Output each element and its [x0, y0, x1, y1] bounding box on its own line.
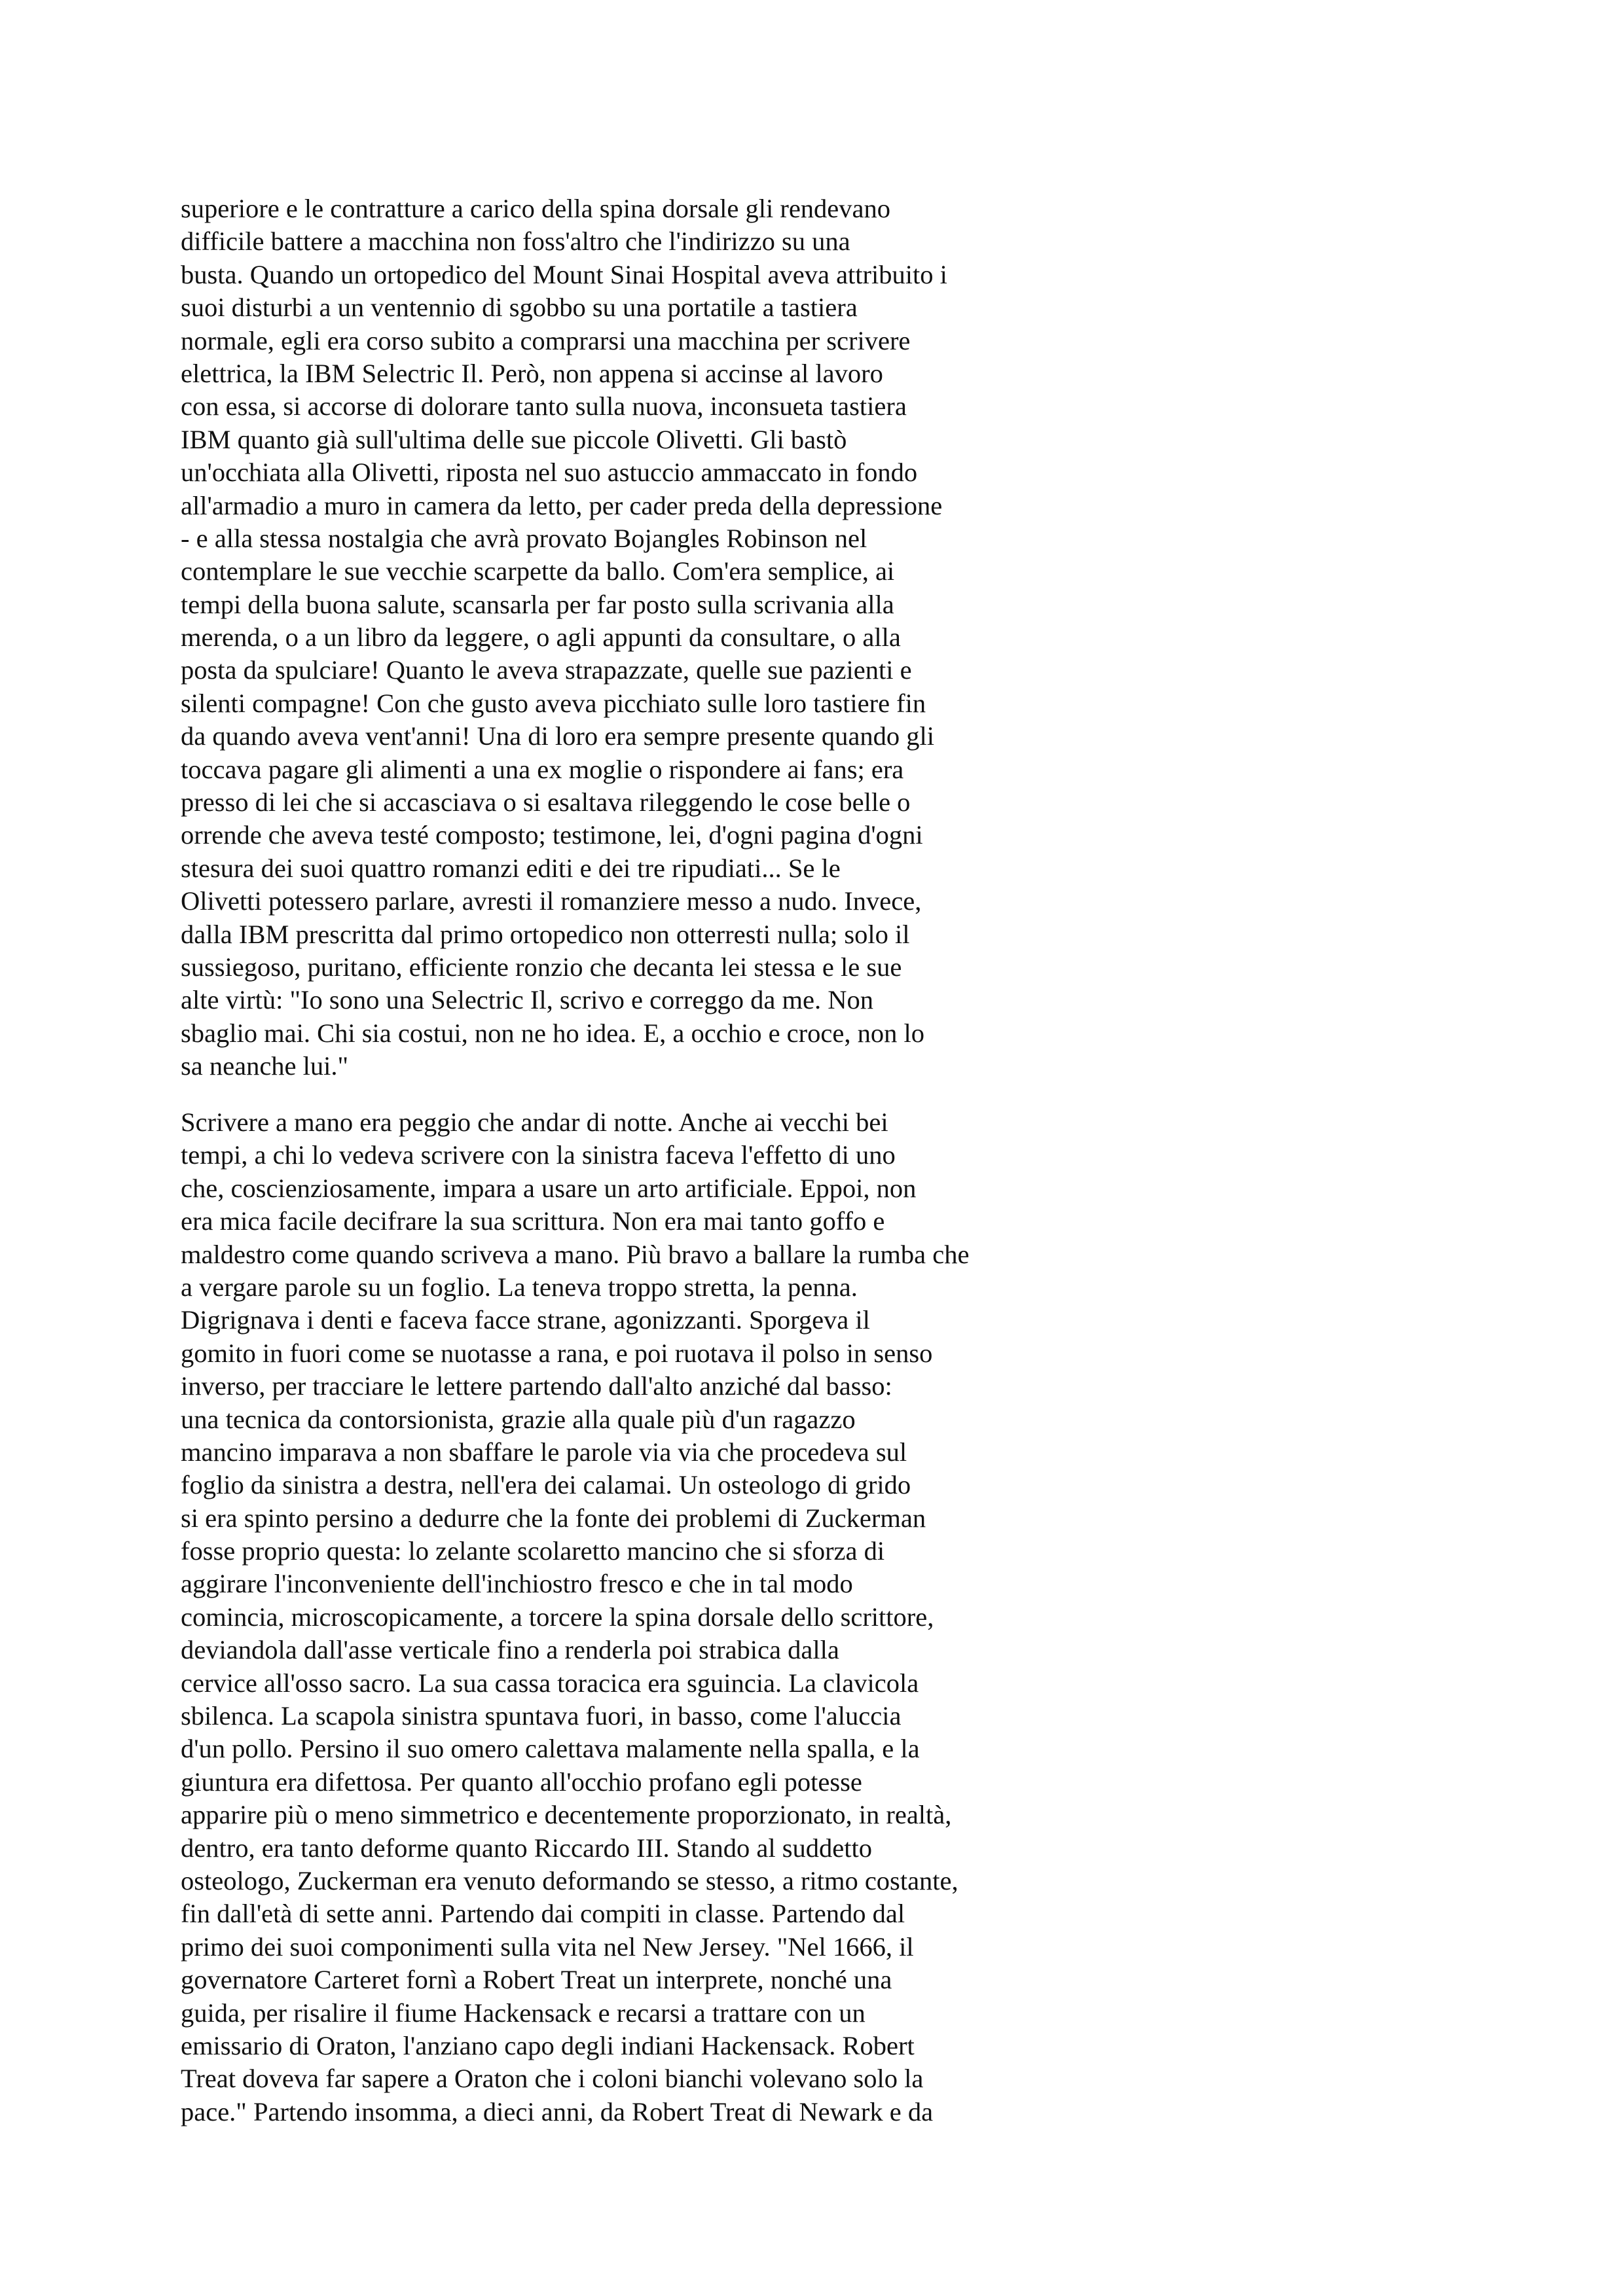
- text-line: all'armadio a muro in camera da letto, per cader preda della depressione: [181, 490, 943, 520]
- text-line: difficile battere a macchina non foss'altro che l'indirizzo su una: [181, 226, 850, 257]
- text-line: dentro, era tanto deforme quanto Riccardo III. Stando al suddetto: [181, 1833, 873, 1863]
- text-line: primo dei suoi componimenti sulla vita nel New Jersey. "Nel 1666, il: [181, 1931, 914, 1962]
- text-line: sa neanche lui.": [181, 1051, 349, 1081]
- text-line: elettrica, la IBM Selectric Il. Però, non appena si accinse al lavoro: [181, 358, 883, 388]
- paragraph-1: [181, 192, 1058, 1083]
- text-line: stesura dei suoi quattro romanzi editi e dei tre ripudiati... Se le: [181, 853, 841, 883]
- text-line: sussiegoso, puritano, efficiente ronzio che decanta lei stessa e le sue: [181, 952, 902, 982]
- text-line: con essa, si accorse di dolorare tanto sulla nuova, inconsueta tastiera: [181, 391, 907, 422]
- text-line: che, coscienziosamente, impara a usare un arto artificiale. Eppoi, non: [181, 1173, 917, 1203]
- text-line: apparire più o meno simmetrico e decentemente proporzionato, in realtà,: [181, 1800, 952, 1830]
- text-line: Olivetti potessero parlare, avresti il romanziere messo a nudo. Invece,: [181, 886, 922, 916]
- text-line: osteologo, Zuckerman era venuto deformando se stesso, a ritmo costante,: [181, 1865, 958, 1895]
- text-line: aggirare l'inconveniente dell'inchiostro fresco e che in tal modo: [181, 1569, 853, 1599]
- text-line: alte virtù: "Io sono una Selectric Il, scrivo e correggo da me. Non: [181, 985, 873, 1015]
- text-line: dalla IBM prescritta dal primo ortopedico non otterresti nulla; solo il: [181, 919, 910, 949]
- text-line: Digrignava i denti e faceva facce strane, agonizzanti. Sporgeva il: [181, 1305, 870, 1335]
- text-line: si era spinto persino a dedurre che la fonte dei problemi di Zuckerman: [181, 1503, 926, 1533]
- text-line: un'occhiata alla Olivetti, riposta nel suo astuccio ammaccato in fondo: [181, 457, 918, 488]
- text-line: gomito in fuori come se nuotasse a rana, e poi ruotava il polso in senso: [181, 1338, 933, 1368]
- text-line: guida, per risalire il fiume Hackensack e recarsi a trattare con un: [181, 1998, 866, 2028]
- text-line: da quando aveva vent'anni! Una di loro era sempre presente quando gli: [181, 721, 935, 751]
- text-line: deviandola dall'asse verticale fino a renderla poi strabica dalla: [181, 1635, 839, 1665]
- text-line: governatore Carteret fornì a Robert Treat un interprete, nonché una: [181, 1965, 892, 1995]
- text-line: - e alla stessa nostalgia che avrà provato Bojangles Robinson nel: [181, 523, 867, 553]
- text-line: foglio da sinistra a destra, nell'era dei calamai. Un osteologo di grido: [181, 1470, 911, 1500]
- text-line: normale, egli era corso subito a comprarsi una macchina per scrivere: [181, 325, 911, 355]
- text-line: inverso, per tracciare le lettere partendo dall'alto anziché dal basso:: [181, 1371, 892, 1401]
- text-line: toccava pagare gli alimenti a una ex moglie o rispondere ai fans; era: [181, 754, 904, 784]
- text-line: tempi della buona salute, scansarla per far posto sulla scrivania alla: [181, 589, 894, 619]
- text-line: sbilenca. La scapola sinistra spuntava fuori, in basso, come l'aluccia: [181, 1701, 902, 1731]
- paragraph-2: [181, 1106, 1058, 2128]
- text-line: fin dall'età di sette anni. Partendo dai compiti in classe. Partendo dal: [181, 1899, 905, 1929]
- text-line: merenda, o a un libro da leggere, o agli appunti da consultare, o alla: [181, 622, 901, 653]
- text-line: Scrivere a mano era peggio che andar di notte. Anche ai vecchi bei: [181, 1107, 888, 1137]
- text-line: una tecnica da contorsionista, grazie alla quale più d'un ragazzo: [181, 1404, 856, 1434]
- text-line: busta. Quando un ortopedico del Mount Sinai Hospital aveva attribuito i: [181, 259, 947, 289]
- text-line: d'un pollo. Persino il suo omero calettava malamente nella spalla, e la: [181, 1734, 920, 1764]
- text-line: Treat doveva far sapere a Oraton che i coloni bianchi volevano solo la: [181, 2064, 924, 2094]
- text-line: silenti compagne! Con che gusto aveva picchiato sulle loro tastiere fin: [181, 688, 926, 718]
- text-line: maldestro come quando scriveva a mano. Più bravo a ballare la rumba che: [181, 1239, 970, 1269]
- text-line: contemplare le sue vecchie scarpette da ballo. Com'era semplice, ai: [181, 556, 895, 586]
- text-line: era mica facile decifrare la sua scrittura. Non era mai tanto goffo e: [181, 1206, 885, 1236]
- text-line: tempi, a chi lo vedeva scrivere con la sinistra faceva l'effetto di uno: [181, 1140, 896, 1170]
- text-line: superiore e le contratture a carico della spina dorsale gli rendevano: [181, 194, 891, 223]
- text-line: emissario di Oraton, l'anziano capo degli indiani Hackensack. Robert: [181, 2030, 915, 2060]
- text-line: sbaglio mai. Chi sia costui, non ne ho idea. E, a occhio e croce, non lo: [181, 1018, 924, 1048]
- text-line: orrende che aveva testé composto; testimone, lei, d'ogni pagina d'ogni: [181, 820, 923, 850]
- text-line: mancino imparava a non sbaffare le parole via via che procedeva sul: [181, 1437, 907, 1467]
- text-line: posta da spulciare! Quanto le aveva strapazzate, quelle sue pazienti e: [181, 655, 912, 685]
- text-line: cervice all'osso sacro. La sua cassa toracica era sguincia. La clavicola: [181, 1668, 919, 1698]
- text-line: comincia, microscopicamente, a torcere la spina dorsale dello scrittore,: [181, 1602, 934, 1632]
- text-line: giuntura era difettosa. Per quanto all'occhio profano egli potesse: [181, 1767, 862, 1797]
- text-line: presso di lei che si accasciava o si esaltava rileggendo le cose belle o: [181, 787, 911, 817]
- text-line: IBM quanto già sull'ultima delle sue piccole Olivetti. Gli bastò: [181, 424, 847, 454]
- text-line: fosse proprio questa: lo zelante scolaretto mancino che si sforza di: [181, 1536, 885, 1566]
- text-line: a vergare parole su un foglio. La teneva troppo stretta, la penna.: [181, 1272, 858, 1302]
- text-line: pace." Partendo insomma, a dieci anni, da Robert Treat di Newark e da: [181, 2096, 934, 2126]
- text-line: suoi disturbi a un ventennio di sgobbo su una portatile a tastiera: [181, 293, 858, 323]
